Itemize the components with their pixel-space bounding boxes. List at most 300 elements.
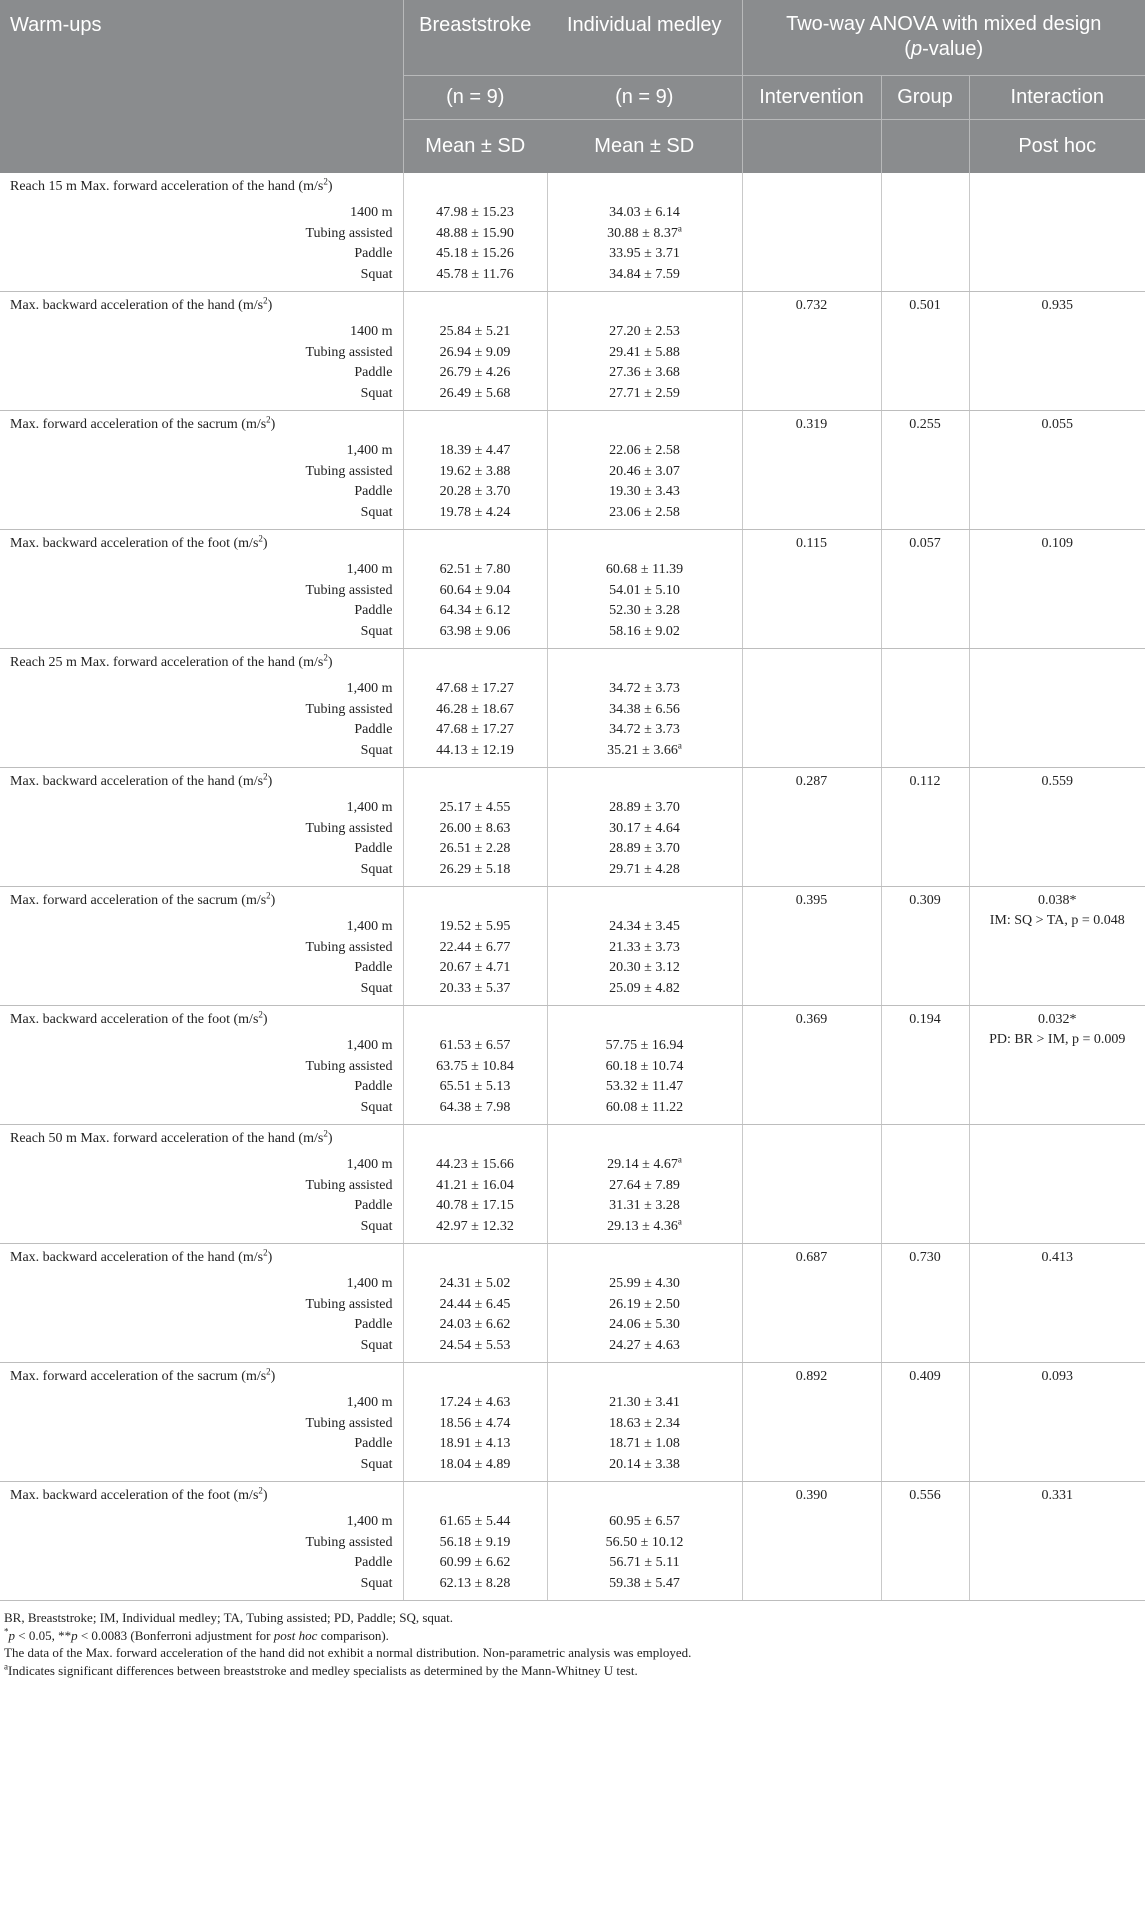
medley-value — [547, 700, 742, 721]
br-empty — [403, 292, 547, 323]
br-empty — [403, 173, 547, 203]
im-empty — [547, 173, 742, 203]
br-empty — [403, 1244, 547, 1275]
br-empty — [403, 1125, 547, 1156]
footnote-distribution: The data of the Max. forward acceleration of the hand did not exhibit a normal distribution. Non-parametric analysis was employed. — [4, 1645, 692, 1660]
br-empty — [403, 1482, 547, 1513]
medley-value — [547, 679, 742, 700]
p-group-text: 0.309 — [909, 893, 941, 908]
measure-title — [0, 1482, 403, 1513]
p-interaction — [969, 1363, 1145, 1482]
breaststroke-value-text: 45.78 ± 11.76 — [436, 266, 514, 282]
table-footnotes — [0, 1601, 1145, 1679]
warmup-level — [0, 1196, 403, 1217]
measure-title-text: Max. forward acceleration of the sacrum (m/s — [10, 893, 267, 908]
p-intervention-text: 0.369 — [795, 1012, 828, 1027]
medley-value — [547, 1434, 742, 1455]
medley-value-text: 60.68 ± 11.39 — [605, 562, 684, 577]
medley-value-footnote-mark: a — [677, 222, 682, 233]
breaststroke-value — [403, 1176, 547, 1197]
breaststroke-value-text: 44.23 ± 15.66 — [436, 1157, 514, 1172]
breaststroke-value-text: 41.21 ± 16.04 — [436, 1177, 514, 1193]
warmup-level — [0, 203, 403, 224]
measure-title-text: Max. backward acceleration of the foot (m/s — [10, 536, 259, 551]
warmup-level — [0, 441, 403, 462]
header-intervention: Intervention — [742, 76, 881, 120]
measure-title — [0, 530, 403, 561]
medley-value-text: 18.71 ± 1.08 — [609, 1436, 680, 1451]
warmup-level — [0, 244, 403, 265]
p-group — [881, 292, 969, 411]
measure-title-text: Max. backward acceleration of the hand (m/s — [10, 774, 264, 789]
warmup-level-text: Paddle — [354, 484, 393, 499]
breaststroke-value-text: 24.31 ± 5.02 — [439, 1276, 511, 1291]
measure-title-sup: 2 — [323, 176, 328, 187]
warmup-level-text: Squat — [360, 623, 393, 639]
breaststroke-value — [403, 1274, 547, 1295]
breaststroke-value-text: 26.49 ± 5.68 — [439, 385, 511, 401]
breaststroke-value-text: 25.17 ± 4.55 — [439, 800, 511, 815]
breaststroke-value-text: 63.98 ± 9.06 — [439, 623, 511, 639]
breaststroke-value-text: 46.28 ± 18.67 — [436, 701, 514, 717]
warmup-level — [0, 839, 403, 860]
warmup-level-text: Squat — [360, 1456, 393, 1472]
medley-value-text: 60.18 ± 10.74 — [605, 1058, 684, 1074]
medley-value — [547, 265, 742, 292]
header-mean-sd-im: Mean ± SD — [547, 120, 742, 174]
breaststroke-value — [403, 839, 547, 860]
warmup-level — [0, 958, 403, 979]
warmup-level-text: Squat — [360, 385, 393, 401]
medley-value-text: 30.88 ± 8.37 — [607, 225, 678, 241]
medley-value-footnote-mark: a — [677, 1154, 682, 1165]
medley-value-text: 29.41 ± 5.88 — [609, 344, 680, 360]
p-group-text: 0.112 — [909, 774, 941, 789]
warmup-level-text: Tubing assisted — [305, 344, 393, 360]
warmup-level — [0, 679, 403, 700]
breaststroke-value — [403, 343, 547, 364]
medley-value-text: 21.33 ± 3.73 — [609, 939, 680, 955]
breaststroke-value — [403, 1393, 547, 1414]
measure-title — [0, 1244, 403, 1275]
warmup-level-text: Tubing assisted — [305, 1058, 393, 1074]
medley-value — [547, 1077, 742, 1098]
warmup-level — [0, 1553, 403, 1574]
p-group — [881, 1125, 969, 1244]
warmup-level-text: 1400 m — [350, 205, 393, 220]
warmup-level-text: Squat — [360, 861, 393, 877]
im-empty — [547, 1244, 742, 1275]
breaststroke-value — [403, 1512, 547, 1533]
im-empty — [547, 768, 742, 799]
measure-title-row — [0, 292, 1145, 323]
warmup-level-text: Tubing assisted — [305, 701, 393, 717]
warmup-level-text: Tubing assisted — [305, 225, 393, 241]
interaction-value: 0.038* — [1038, 893, 1077, 908]
warmup-level — [0, 720, 403, 741]
breaststroke-value-text: 64.38 ± 7.98 — [439, 1099, 511, 1115]
measure-title-sup: 2 — [258, 1009, 263, 1020]
breaststroke-value — [403, 679, 547, 700]
breaststroke-value-text: 17.24 ± 4.63 — [439, 1395, 511, 1410]
br-empty — [403, 649, 547, 680]
breaststroke-value — [403, 798, 547, 819]
breaststroke-value-text: 61.53 ± 6.57 — [439, 1038, 511, 1053]
measure-title-sup: 2 — [323, 1128, 328, 1139]
warmup-level-text: 1,400 m — [346, 1276, 393, 1291]
p-interaction — [969, 173, 1145, 292]
breaststroke-value — [403, 203, 547, 224]
warmup-level-text: 1,400 m — [346, 919, 393, 934]
measure-title — [0, 887, 403, 918]
warmup-level — [0, 1217, 403, 1244]
warmup-level — [0, 1434, 403, 1455]
medley-value — [547, 1295, 742, 1316]
measure-title-text: Max. forward acceleration of the sacrum (m/s — [10, 417, 267, 432]
medley-value-text: 24.34 ± 3.45 — [609, 919, 680, 934]
breaststroke-value-text: 24.44 ± 6.45 — [439, 1296, 511, 1312]
medley-value-text: 18.63 ± 2.34 — [609, 1415, 680, 1431]
medley-value — [547, 441, 742, 462]
p-intervention — [742, 1482, 881, 1601]
interaction-value: 0.055 — [1041, 417, 1073, 432]
medley-value-text: 56.50 ± 10.12 — [605, 1534, 684, 1550]
breaststroke-value-text: 44.13 ± 12.19 — [436, 742, 514, 758]
breaststroke-value-text: 26.79 ± 4.26 — [439, 365, 511, 380]
breaststroke-value-text: 65.51 ± 5.13 — [439, 1079, 511, 1094]
medley-value — [547, 1196, 742, 1217]
warmup-level — [0, 265, 403, 292]
medley-value — [547, 798, 742, 819]
p-intervention — [742, 292, 881, 411]
breaststroke-value-text: 64.34 ± 6.12 — [439, 603, 511, 618]
breaststroke-value — [403, 384, 547, 411]
breaststroke-value — [403, 224, 547, 245]
header-anova-title: Two-way ANOVA with mixed design — [786, 13, 1102, 35]
medley-value-text: 20.30 ± 3.12 — [609, 960, 680, 975]
im-empty — [547, 1125, 742, 1156]
header-n-im: (n = 9) — [547, 76, 742, 120]
measure-title-text: Reach 25 m Max. forward acceleration of the hand (m/s — [10, 655, 324, 670]
medley-value-text: 28.89 ± 3.70 — [609, 800, 680, 815]
breaststroke-value-text: 25.84 ± 5.21 — [439, 324, 511, 339]
measure-title — [0, 292, 403, 323]
p-group — [881, 411, 969, 530]
medley-value-text: 29.71 ± 4.28 — [609, 861, 680, 877]
measure-title-end: ) — [270, 417, 276, 432]
header-empty-group — [881, 120, 969, 174]
p-interaction — [969, 1006, 1145, 1125]
medley-value — [547, 322, 742, 343]
breaststroke-value-text: 18.39 ± 4.47 — [439, 443, 511, 458]
medley-value — [547, 1336, 742, 1363]
p-group — [881, 1363, 969, 1482]
medley-value-text: 29.14 ± 4.67 — [607, 1157, 678, 1172]
breaststroke-value-text: 47.98 ± 15.23 — [436, 205, 514, 220]
warmup-level — [0, 1176, 403, 1197]
p-intervention — [742, 1244, 881, 1363]
table-body — [0, 173, 1145, 1601]
warmup-level-text: Paddle — [354, 1436, 393, 1451]
breaststroke-value-text: 40.78 ± 17.15 — [436, 1198, 514, 1213]
medley-value — [547, 938, 742, 959]
warmup-level — [0, 224, 403, 245]
breaststroke-value — [403, 1315, 547, 1336]
warmup-level-text: Tubing assisted — [305, 582, 393, 598]
warmup-level-text: Squat — [360, 980, 393, 996]
breaststroke-value — [403, 1295, 547, 1316]
p-group — [881, 530, 969, 649]
medley-value — [547, 819, 742, 840]
measure-title-text: Max. forward acceleration of the sacrum (m/s — [10, 1369, 267, 1384]
medley-value-text: 27.36 ± 3.68 — [609, 365, 680, 380]
breaststroke-value-text: 61.65 ± 5.44 — [439, 1514, 511, 1529]
measure-title — [0, 768, 403, 799]
warmup-level — [0, 1057, 403, 1078]
breaststroke-value — [403, 265, 547, 292]
medley-value — [547, 601, 742, 622]
medley-value — [547, 363, 742, 384]
warmup-level-text: Tubing assisted — [305, 939, 393, 955]
warmup-level — [0, 1077, 403, 1098]
medley-value — [547, 839, 742, 860]
warmup-level — [0, 917, 403, 938]
measure-title-end: ) — [267, 1250, 273, 1265]
warmup-level-text: Tubing assisted — [305, 1177, 393, 1193]
breaststroke-value-text: 20.33 ± 5.37 — [439, 980, 511, 996]
p-group-text: 0.057 — [909, 536, 941, 551]
interaction-value: 0.935 — [1041, 298, 1073, 313]
p-intervention-text: 0.115 — [796, 536, 827, 551]
p-intervention — [742, 530, 881, 649]
measure-title-end: ) — [262, 1012, 268, 1027]
medley-value-text: 60.95 ± 6.57 — [609, 1514, 680, 1529]
warmup-level-text: Paddle — [354, 365, 393, 380]
p-intervention-text: 0.892 — [795, 1369, 828, 1384]
breaststroke-value — [403, 1553, 547, 1574]
header-breaststroke: Breaststroke — [419, 14, 532, 36]
measure-title — [0, 173, 403, 203]
interaction-value: 0.032* — [1038, 1012, 1077, 1027]
breaststroke-value-text: 24.03 ± 6.62 — [439, 1317, 511, 1332]
medley-value-text: 33.95 ± 3.71 — [609, 246, 680, 261]
br-empty — [403, 411, 547, 442]
breaststroke-value-text: 20.28 ± 3.70 — [439, 484, 511, 499]
breaststroke-value — [403, 1098, 547, 1125]
breaststroke-value-text: 56.18 ± 9.19 — [439, 1534, 511, 1550]
medley-value — [547, 244, 742, 265]
interaction-value: 0.093 — [1041, 1369, 1073, 1384]
breaststroke-value — [403, 700, 547, 721]
medley-value — [547, 720, 742, 741]
header-anova-sub: (p-value) — [904, 38, 984, 60]
p-intervention-text: 0.390 — [795, 1488, 828, 1503]
measure-title-row — [0, 649, 1145, 680]
warmup-level-text: 1,400 m — [346, 1038, 393, 1053]
breaststroke-value — [403, 503, 547, 530]
breaststroke-value-text: 24.54 ± 5.53 — [439, 1337, 511, 1353]
interaction-value: 0.559 — [1041, 774, 1073, 789]
warmup-level — [0, 581, 403, 602]
warmup-level — [0, 343, 403, 364]
p-interaction — [969, 411, 1145, 530]
medley-value-text: 25.99 ± 4.30 — [609, 1276, 680, 1291]
warmup-level-text: Squat — [360, 504, 393, 520]
warmup-level — [0, 741, 403, 768]
medley-value-text: 26.19 ± 2.50 — [609, 1296, 680, 1312]
medley-value — [547, 741, 742, 768]
p-group-text: 0.501 — [909, 298, 941, 313]
br-empty — [403, 530, 547, 561]
breaststroke-value — [403, 322, 547, 343]
breaststroke-value — [403, 1455, 547, 1482]
p-interaction — [969, 1125, 1145, 1244]
medley-value-text: 19.30 ± 3.43 — [609, 484, 680, 499]
medley-value-text: 35.21 ± 3.66 — [607, 742, 678, 758]
warmup-level-text: Squat — [360, 1337, 393, 1353]
measure-title-row — [0, 1363, 1145, 1394]
p-intervention — [742, 649, 881, 768]
breaststroke-value-text: 47.68 ± 17.27 — [436, 722, 514, 737]
warmup-level-text: Paddle — [354, 603, 393, 618]
warmup-level — [0, 462, 403, 483]
breaststroke-value-text: 48.88 ± 15.90 — [436, 225, 514, 241]
warmup-level — [0, 1098, 403, 1125]
warmup-level — [0, 1393, 403, 1414]
warmup-level-text: Tubing assisted — [305, 1415, 393, 1431]
p-intervention — [742, 173, 881, 292]
measure-title-sup: 2 — [266, 890, 271, 901]
medley-value — [547, 343, 742, 364]
measure-title-sup: 2 — [263, 771, 268, 782]
measure-title-sup: 2 — [266, 414, 271, 425]
breaststroke-value — [403, 1217, 547, 1244]
breaststroke-value — [403, 244, 547, 265]
warmup-level — [0, 384, 403, 411]
warmup-level — [0, 560, 403, 581]
warmup-level — [0, 798, 403, 819]
measure-title-end: ) — [262, 1488, 268, 1503]
im-empty — [547, 1006, 742, 1037]
medley-value-text: 54.01 ± 5.10 — [609, 582, 680, 598]
warmup-level-text: Paddle — [354, 246, 393, 261]
medley-value — [547, 1057, 742, 1078]
warmup-level-text: Squat — [360, 1575, 393, 1591]
breaststroke-value — [403, 1434, 547, 1455]
measure-title-end: ) — [327, 1131, 333, 1146]
warmup-level — [0, 938, 403, 959]
measure-title-row — [0, 768, 1145, 799]
warmup-level — [0, 1512, 403, 1533]
warmup-level-text: 1,400 m — [346, 443, 393, 458]
breaststroke-value-text: 60.64 ± 9.04 — [439, 582, 511, 598]
measure-title-text: Reach 50 m Max. forward acceleration of the hand (m/s — [10, 1131, 324, 1146]
medley-value-text: 24.27 ± 4.63 — [609, 1337, 680, 1353]
medley-value — [547, 1414, 742, 1435]
p-intervention — [742, 768, 881, 887]
medley-value-text: 34.72 ± 3.73 — [609, 722, 680, 737]
medley-value-text: 22.06 ± 2.58 — [609, 443, 680, 458]
p-intervention — [742, 1006, 881, 1125]
medley-value — [547, 1155, 742, 1176]
medley-value — [547, 581, 742, 602]
breaststroke-value-text: 63.75 ± 10.84 — [436, 1058, 514, 1074]
p-group-text: 0.556 — [909, 1488, 941, 1503]
breaststroke-value — [403, 601, 547, 622]
warmup-level-text: Tubing assisted — [305, 463, 393, 479]
warmup-level — [0, 601, 403, 622]
measure-title-sup: 2 — [266, 1366, 271, 1377]
measure-title — [0, 1125, 403, 1156]
breaststroke-value — [403, 1155, 547, 1176]
measure-title-row — [0, 1482, 1145, 1513]
warmup-level-text: Paddle — [354, 1079, 393, 1094]
p-intervention-text: 0.687 — [795, 1250, 828, 1265]
p-intervention — [742, 1363, 881, 1482]
warmup-level-text: 1400 m — [350, 324, 393, 339]
measure-title-row — [0, 1125, 1145, 1156]
medley-value-text: 27.71 ± 2.59 — [609, 385, 680, 401]
measure-title — [0, 1006, 403, 1037]
p-group — [881, 887, 969, 1006]
warmup-level — [0, 1274, 403, 1295]
interaction-value: 0.413 — [1041, 1250, 1073, 1265]
measure-title-row — [0, 887, 1145, 918]
p-group-text: 0.730 — [909, 1250, 941, 1265]
warmup-level — [0, 363, 403, 384]
breaststroke-value — [403, 1036, 547, 1057]
measure-title-end: ) — [270, 893, 276, 908]
medley-value — [547, 1176, 742, 1197]
breaststroke-value-text: 62.51 ± 7.80 — [439, 562, 511, 577]
medley-value — [547, 482, 742, 503]
warmup-level-text: 1,400 m — [346, 562, 393, 577]
warmup-level — [0, 322, 403, 343]
medley-value-text: 31.31 ± 3.28 — [609, 1198, 680, 1213]
medley-value — [547, 1553, 742, 1574]
medley-value-text: 56.71 ± 5.11 — [609, 1555, 680, 1570]
warmup-level-text: 1,400 m — [346, 681, 393, 696]
medley-value-text: 20.46 ± 3.07 — [609, 463, 680, 479]
p-group — [881, 649, 969, 768]
breaststroke-value-text: 26.29 ± 5.18 — [439, 861, 511, 877]
warmup-level — [0, 700, 403, 721]
medley-value-text: 52.30 ± 3.28 — [609, 603, 680, 618]
warmup-level — [0, 1295, 403, 1316]
p-group-text: 0.194 — [909, 1012, 941, 1027]
medley-value — [547, 384, 742, 411]
warmup-level — [0, 622, 403, 649]
warmup-level — [0, 1455, 403, 1482]
medley-value-text: 34.84 ± 7.59 — [609, 266, 680, 282]
p-intervention-text: 0.319 — [795, 417, 828, 432]
medley-value — [547, 503, 742, 530]
medley-value-text: 24.06 ± 5.30 — [609, 1317, 680, 1332]
breaststroke-value — [403, 1336, 547, 1363]
p-interaction — [969, 649, 1145, 768]
warmup-level — [0, 1336, 403, 1363]
measure-title — [0, 411, 403, 442]
measure-title-row — [0, 173, 1145, 203]
breaststroke-value — [403, 1414, 547, 1435]
breaststroke-value — [403, 1057, 547, 1078]
medley-value — [547, 1393, 742, 1414]
breaststroke-value — [403, 462, 547, 483]
breaststroke-value-text: 47.68 ± 17.27 — [436, 681, 514, 696]
warmup-level-text: Squat — [360, 1218, 393, 1234]
header-mean-sd-br: Mean ± SD — [403, 120, 547, 174]
breaststroke-value — [403, 622, 547, 649]
